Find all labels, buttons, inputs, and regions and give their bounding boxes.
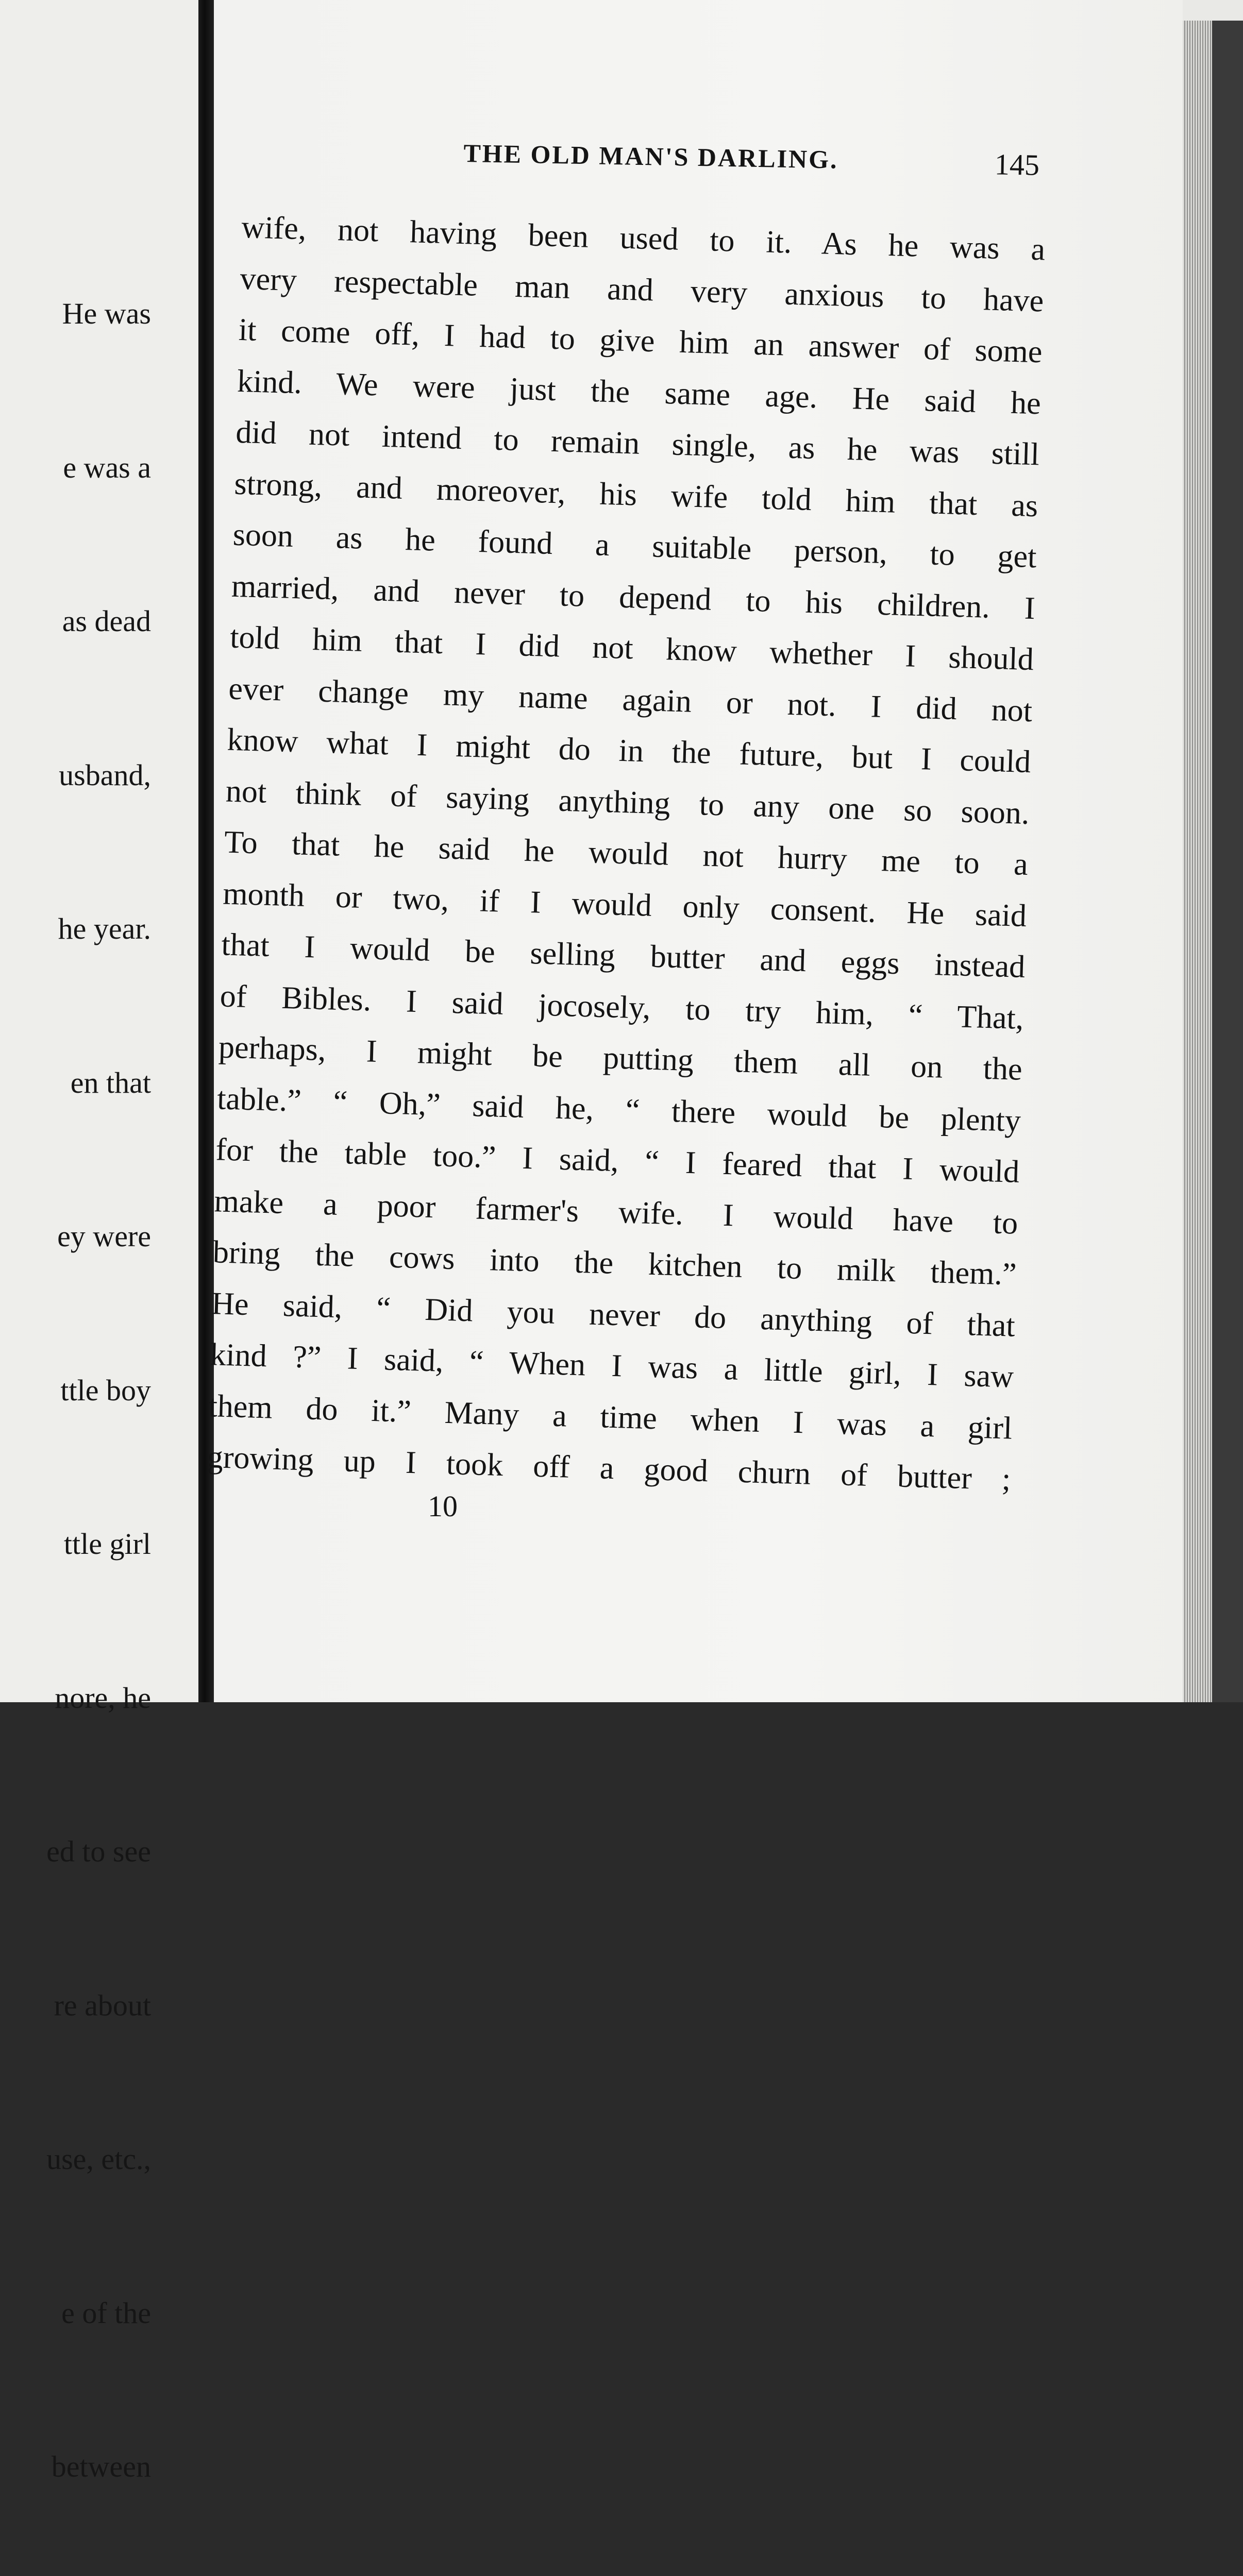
text-line: strong, and moreover, his wife told him that as <box>233 466 1039 523</box>
text-line: married, and never to depend to his children. I <box>231 568 1036 626</box>
left-page <box>0 0 198 2483</box>
running-head: THE OLD MAN'S DARLING. <box>463 138 839 174</box>
text-line: kind. We were just the same age. He said he <box>237 363 1042 421</box>
page-edges <box>1183 21 1243 1702</box>
text-line: To that he said he would not hurry me to a <box>224 824 1029 883</box>
text-line: of Bibles. I said jocosely, to try him, “ That, <box>220 978 1024 1036</box>
text-line: perhaps, I might be putting them all on the <box>218 1029 1023 1087</box>
left-line: as dead <box>62 604 151 638</box>
left-line: nore, he <box>55 1681 151 1715</box>
left-line: ttle boy <box>60 1373 151 1407</box>
text-line: very respectable man and very anxious to have <box>239 261 1045 318</box>
text-line: them do it.” Many a time when I was a girl <box>208 1388 1013 1446</box>
left-line: use, etc., <box>46 2142 151 2176</box>
text-line: soon as he found a suitable person, to get <box>232 517 1037 575</box>
page-number: 145 <box>994 147 1040 182</box>
left-line: ey were <box>57 1219 151 1253</box>
left-line: He was <box>62 297 151 330</box>
text-line: kind ?” I said, “ When I was a little girl, I saw <box>209 1337 1014 1395</box>
text-line: know what I might do in the future, but I could <box>226 722 1032 780</box>
body-text <box>207 202 1046 1505</box>
text-line: not think of saying anything to any one so soon. <box>225 773 1030 831</box>
text-line: He said, “ Did you never do anything of that <box>211 1285 1016 1344</box>
left-line: he year. <box>58 912 151 945</box>
text-line: for the table too.” I said, “ I feared that I would <box>215 1132 1020 1190</box>
left-line: e was a <box>63 450 151 484</box>
text-line: it come off, I had to give him an answer of some <box>238 312 1043 370</box>
left-page-text <box>38 185 151 2576</box>
left-line: re about <box>54 1988 151 2022</box>
text-line: ever change my name again or not. I did not <box>228 671 1033 728</box>
text-line: month or two, if I would only consent. He said <box>222 875 1027 934</box>
text-line: wife, not having been used to it. As he was a <box>241 209 1046 267</box>
left-line: ed to see <box>46 1835 151 1868</box>
left-line: usband, <box>59 758 151 792</box>
text-line: did not intend to remain single, as he was still <box>235 414 1040 472</box>
text-line: told him that I did not know whether I should <box>229 619 1034 677</box>
left-line: e of the <box>61 2296 151 2330</box>
text-line: table.” “ Oh,” said he, “ there would be plenty <box>216 1080 1021 1139</box>
text-line: bring the cows into the kitchen to milk them.” <box>212 1234 1017 1292</box>
text-line: make a poor farmer's wife. I would have to <box>213 1183 1019 1241</box>
left-line: between <box>51 2450 151 2483</box>
left-line: en that <box>70 1065 151 1099</box>
signature-mark: 10 <box>428 1489 458 1523</box>
left-line: ttle girl <box>63 1527 151 1561</box>
text-line: growing up I took off a good churn of butter ; <box>207 1439 1012 1497</box>
text-line: that I would be selling butter and eggs instead <box>221 927 1026 985</box>
